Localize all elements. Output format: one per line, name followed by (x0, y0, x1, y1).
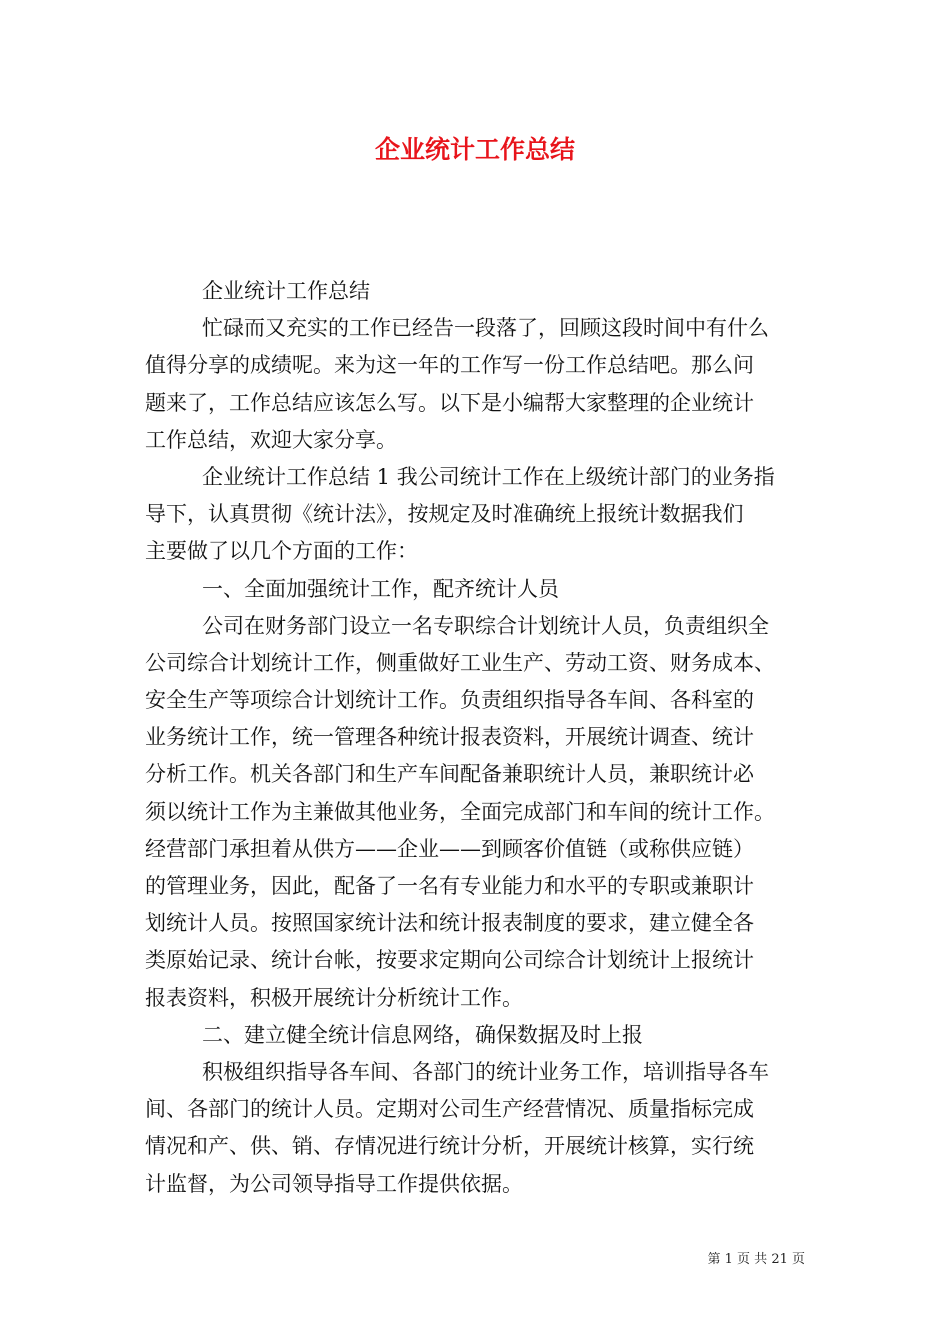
text-line: 公司在财务部门设立一名专职综合计划统计人员，负责组织全 (202, 613, 769, 638)
text-line: 间、各部门的统计人员。定期对公司生产经营情况、质量指标完成 (145, 1097, 754, 1122)
paragraph (145, 310, 825, 459)
text-line: 积极组织指导各车间、各部门的统计业务工作，培训指导各车 (202, 1059, 769, 1084)
text-line: 导下，认真贯彻《统计法》，按规定及时准确统上报统计数据我们 (145, 502, 744, 527)
text-line: 一、全面加强统计工作，配齐统计人员 (202, 576, 559, 601)
text-line: 题来了，工作总结应该怎么写。以下是小编帮大家整理的企业统计 (145, 390, 754, 415)
text-line: 计监督，为公司领导指导工作提供依据。 (145, 1171, 523, 1196)
text-line: 划统计人员。按照国家统计法和统计报表制度的要求，建立健全各 (145, 911, 754, 936)
paragraph (145, 1054, 825, 1203)
text-line: 须以统计工作为主兼做其他业务，全面完成部门和车间的统计工作。 (145, 799, 775, 824)
paragraph (145, 273, 825, 310)
page-footer: 第 1 页 共 21 页 (707, 1252, 805, 1267)
text-line: 二、建立健全统计信息网络，确保数据及时上报 (202, 1022, 643, 1047)
text-line: 企业统计工作总结 (202, 279, 370, 303)
text-line: 类原始记录、统计台帐，按要求定期向公司综合计划统计上报统计 (145, 948, 754, 973)
text-line: 安全生产等项综合计划统计工作。负责组织指导各车间、各科室的 (145, 688, 754, 713)
text-line: 忙碌而又充实的工作已经告一段落了，回顾这段时间中有什么 (202, 316, 769, 341)
document-body (145, 273, 825, 1203)
text-line: 值得分享的成绩呢。来为这一年的工作写一份工作总结吧。那么问 (145, 353, 754, 378)
text-line: 企业统计工作总结 1 我公司统计工作在上级统计部门的业务指 (202, 464, 775, 489)
paragraph (145, 571, 825, 608)
text-line: 情况和产、供、销、存情况进行统计分析，开展统计核算，实行统 (145, 1134, 754, 1159)
document-title: 企业统计工作总结 (374, 135, 575, 164)
paragraph (145, 459, 825, 571)
text-line: 分析工作。机关各部门和生产车间配备兼职统计人员，兼职统计必 (145, 762, 754, 787)
paragraph (145, 1017, 825, 1054)
text-line: 经营部门承担着从供方——企业——到顾客价值链（或称供应链） (145, 836, 754, 861)
text-line: 工作总结，欢迎大家分享。 (145, 427, 397, 452)
text-line: 主要做了以几个方面的工作： (145, 539, 418, 564)
paragraph (145, 608, 825, 1017)
text-line: 的管理业务，因此，配备了一名有专业能力和水平的专职或兼职计 (145, 874, 754, 898)
text-line: 公司综合计划统计工作，侧重做好工业生产、劳动工资、财务成本、 (145, 650, 775, 675)
text-line: 报表资料，积极开展统计分析统计工作。 (145, 985, 523, 1010)
text-line: 业务统计工作，统一管理各种统计报表资料，开展统计调查、统计 (145, 725, 754, 750)
